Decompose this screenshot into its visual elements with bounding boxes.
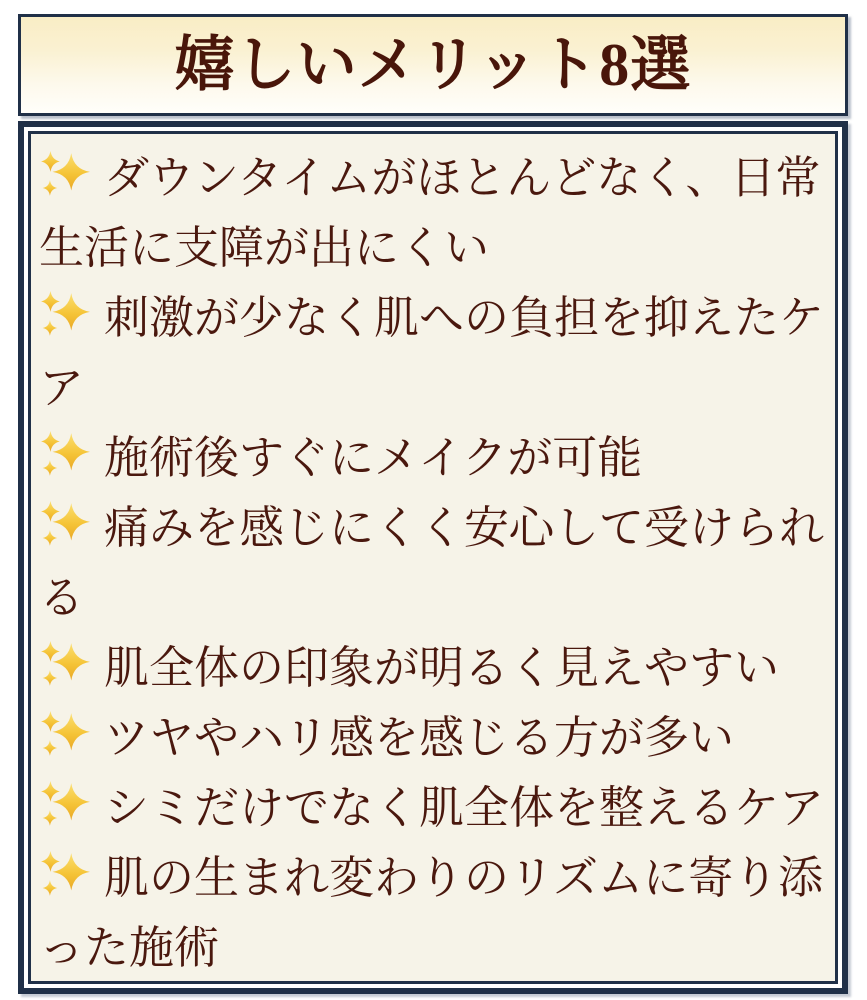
item-text: 痛みを感じにくく安心して受けられる [39, 503, 825, 623]
item-text: ツヤやハリ感を感じる方が多い [104, 713, 735, 763]
sparkles-icon [39, 500, 91, 552]
item-text: 肌の生まれ変わりのリズムに寄り添った施術 [39, 853, 824, 973]
sparkles-icon [39, 710, 91, 762]
list-item [39, 283, 827, 423]
sparkles-icon [39, 430, 91, 482]
sparkles-icon [39, 290, 91, 342]
merit-panel [18, 121, 848, 994]
list-item [39, 703, 827, 773]
title-box [18, 14, 848, 116]
list-item [39, 633, 827, 703]
sparkles-icon [39, 640, 91, 692]
item-text: 刺激が少なく肌への負担を抑えたケア [39, 293, 825, 413]
list-item [39, 843, 827, 983]
sparkles-icon [39, 850, 91, 902]
item-text: シミだけでなく肌全体を整えるケア [104, 783, 825, 833]
sparkles-icon [39, 780, 91, 832]
item-text: ダウンタイムがほとんどなく、日常生活に支障が出にくい [39, 153, 821, 273]
list-item [39, 493, 827, 633]
item-text: 施術後すぐにメイクが可能 [104, 433, 643, 483]
item-text: 肌全体の印象が明るく見えやすい [104, 643, 780, 693]
sparkles-icon [39, 150, 91, 202]
list-item [39, 143, 827, 283]
list-item [39, 423, 827, 493]
list-item [39, 773, 827, 843]
page-title: 嬉しいメリット8選 [174, 32, 692, 98]
merit-list [28, 131, 838, 984]
